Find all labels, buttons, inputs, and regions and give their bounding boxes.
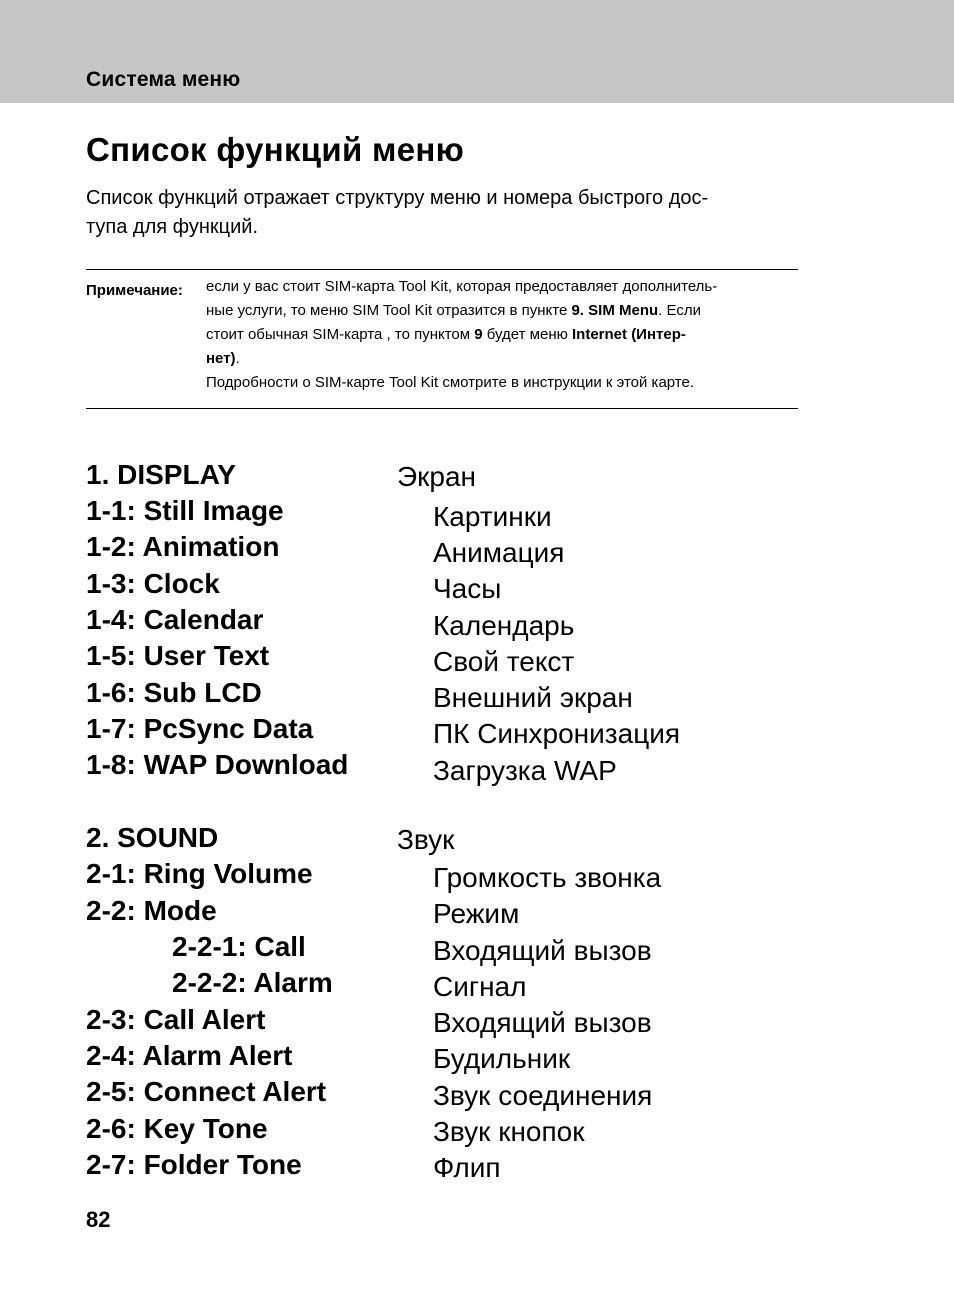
note-line: Подробности о SIM-карте Tool Kit смотрите в инструкции к этой карте. — [206, 374, 695, 391]
menu-item-code: 2-6: Key Tone — [86, 1113, 268, 1144]
menu-item-code: 1-3: Clock — [86, 568, 220, 599]
menu-item-ru: Сигнал — [433, 971, 527, 1002]
menu-item-ru: Свой текст — [433, 646, 575, 677]
menu-item-ru: ПК Синхронизация — [433, 718, 681, 749]
note-text: ные услуги, то меню SIM Tool Kit отразится в пункте — [206, 302, 572, 319]
note-emphasis: нет) — [206, 350, 236, 367]
menu-item-ru: Звук соединения — [433, 1080, 653, 1111]
menu-item-code: 2-4: Alarm Alert — [86, 1040, 293, 1071]
note-text: будет меню — [482, 326, 573, 343]
menu-item-code: 2-1: Ring Volume — [86, 858, 313, 889]
menu-subitem-code: 2-2-1: Call — [172, 931, 306, 962]
menu-section-heading: 2. SOUND — [86, 822, 219, 853]
menu-item-code: 1-2: Animation — [86, 531, 280, 562]
menu-item-code: 1-4: Calendar — [86, 604, 264, 635]
menu-item-ru: Картинки — [433, 501, 552, 532]
note-text: стоит обычная SIM-карта , то пунктом — [206, 326, 475, 343]
menu-item-code: 1-8: WAP Download — [86, 749, 349, 780]
note-emphasis: 9. SIM Menu — [571, 302, 659, 319]
menu-item-code: 2-2: Mode — [86, 895, 217, 926]
page-title: Список функций меню — [86, 131, 465, 168]
menu-item-code: 2-7: Folder Tone — [86, 1149, 302, 1180]
note-label: Примечание: — [86, 282, 183, 299]
page-number: 82 — [86, 1207, 111, 1232]
menu-item-ru: Анимация — [433, 537, 565, 568]
note-line — [206, 347, 798, 371]
menu-item-code: 1-1: Still Image — [86, 495, 284, 526]
note-bottom-divider — [86, 408, 798, 409]
note-text: . — [235, 350, 240, 367]
header-band — [0, 0, 954, 103]
menu-item-ru: Громкость звонка — [433, 862, 662, 893]
menu-item-ru: Загрузка WAP — [433, 755, 617, 786]
menu-item-code: 1-5: User Text — [86, 640, 270, 671]
menu-item-code: 2-5: Connect Alert — [86, 1076, 327, 1107]
menu-subitem-code: 2-2-2: Alarm — [172, 967, 333, 998]
menu-section-heading-ru: Экран — [397, 461, 476, 492]
menu-item-ru: Входящий вызов — [433, 935, 652, 966]
menu-item-ru: Внешний экран — [433, 682, 633, 713]
intro-line: тупа для функций. — [86, 216, 259, 238]
menu-item-ru: Режим — [433, 898, 520, 929]
menu-item-ru: Звук кнопок — [433, 1116, 585, 1147]
note-emphasis: Internet (Интер- — [572, 326, 686, 343]
note-line — [206, 323, 798, 347]
note-top-divider — [86, 269, 798, 270]
menu-item-ru: Входящий вызов — [433, 1007, 652, 1038]
menu-section-heading-ru: Звук — [397, 824, 455, 855]
menu-item-code: 1-7: PcSync Data — [86, 713, 314, 744]
menu-item-ru: Календарь — [433, 610, 575, 641]
intro-line: Список функций отражает структуру меню и номера быстрого дос- — [86, 187, 709, 209]
section-label: Система меню — [86, 68, 241, 91]
menu-section-heading: 1. DISPLAY — [86, 459, 236, 490]
note-line: если у вас стоит SIM-карта Tool Kit, которая предоставляет дополнитель- — [206, 278, 718, 295]
note-emphasis: 9 — [474, 326, 483, 343]
note-line — [206, 299, 798, 323]
menu-item-code: 2-3: Call Alert — [86, 1004, 266, 1035]
note-text: . Если — [658, 302, 701, 319]
intro-paragraph — [86, 184, 806, 242]
note-body — [206, 275, 798, 395]
menu-item-ru: Часы — [433, 573, 502, 604]
menu-item-code: 1-6: Sub LCD — [86, 677, 262, 708]
menu-item-ru: Будильник — [433, 1043, 571, 1074]
menu-item-ru: Флип — [433, 1152, 501, 1183]
